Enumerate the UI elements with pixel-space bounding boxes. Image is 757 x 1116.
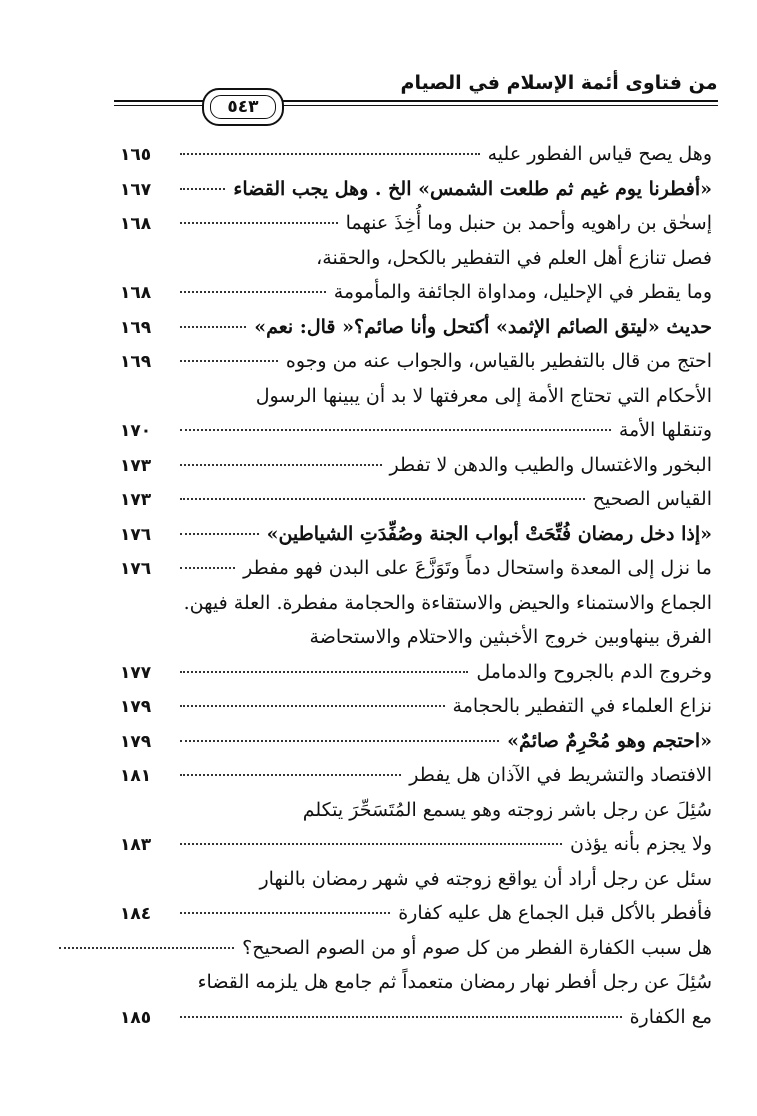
- entry-page: ١٧٣: [120, 490, 152, 510]
- leader-dots: [180, 464, 382, 466]
- entry-page: ١٦٥: [120, 145, 152, 165]
- entry-title: ولا يجزم بأنه يؤذن: [570, 833, 712, 855]
- toc-entry: [120, 758, 712, 793]
- toc-entry: [120, 448, 712, 483]
- toc-entry: [120, 827, 712, 862]
- leader-dots: [180, 533, 259, 535]
- entry-title: إسحٰق بن راهويه وأحمد بن حنبل وما أُخِذَ عنهما: [345, 212, 712, 234]
- entry-title: نزاع العلماء في التفطير بالحجامة: [452, 695, 712, 717]
- toc-entry: [120, 275, 712, 310]
- toc-entry: [120, 655, 712, 690]
- entry-page: ١٦٨: [120, 283, 152, 303]
- leader-dots: [180, 429, 611, 431]
- entry-title: «احتجم وهو مُحْرِمٌ صائمٌ»: [507, 729, 712, 752]
- entry-title: احتج من قال بالتفطير بالقياس، والجواب عنه من وجوه: [285, 350, 712, 372]
- toc-entry: [120, 413, 712, 448]
- entry-page: ١٨٣: [120, 835, 152, 855]
- toc-entry: [120, 517, 712, 552]
- leader-dots: [180, 740, 499, 742]
- leader-dots: [180, 705, 445, 707]
- toc-entry: [120, 551, 712, 586]
- toc-entry: [120, 586, 712, 621]
- entry-title: «إذا دخل رمضان فُتِّحَتْ أبواب الجنة وصُفِّدَتِ الشياطين»: [266, 522, 712, 545]
- toc-entry: [120, 379, 712, 414]
- entry-title: مع الكفارة: [629, 1005, 712, 1028]
- leader-dots: [180, 153, 480, 155]
- leader-dots: [180, 843, 562, 845]
- leader-dots: [180, 671, 468, 673]
- toc-entry: [120, 620, 712, 655]
- entry-page: ١٨٤: [120, 904, 152, 924]
- entry-page: ١٧٠: [120, 421, 152, 441]
- toc-entry: [120, 310, 712, 345]
- page-number-badge: [202, 88, 284, 126]
- leader-dots: [180, 498, 585, 500]
- entry-title: هل سبب الكفارة الفطر من كل صوم أو من الصوم الصحيح؟: [242, 936, 712, 959]
- entry-page: ١٦٧: [120, 179, 152, 200]
- leader-dots: [180, 188, 225, 190]
- entry-title: البخور والاغتسال والطيب والدهن لا تفطر: [389, 453, 712, 476]
- leader-dots: [180, 1016, 622, 1018]
- entry-title: وهل يصح قياس الفطور عليه: [487, 143, 712, 165]
- table-of-contents: [120, 137, 712, 1034]
- entry-title: سُئِلَ عن رجل باشر زوجته وهو يسمع المُتَسَحِّرَ يتكلم: [302, 798, 712, 821]
- entry-title: فأفطر بالأكل قبل الجماع هل عليه كفارة: [398, 902, 712, 924]
- leader-dots: [180, 774, 401, 776]
- leader-dots: [59, 947, 234, 949]
- entry-page: ١٧٩: [120, 697, 152, 717]
- entry-title: حديث «ليتق الصائم الإثمد» أكتحل وأنا صائم؟« قال: نعم»: [254, 315, 712, 338]
- entry-title: الفرق بينهاوبين خروج الأخبثين والاحتلام والاستحاضة: [309, 626, 712, 648]
- leader-dots: [180, 912, 390, 914]
- toc-entry: [120, 862, 712, 897]
- entry-title: فصل تنازع أهل العلم في التفطير بالكحل، والحقنة،: [316, 246, 712, 269]
- toc-entry: [120, 689, 712, 724]
- entry-title: وما يقطر في الإحليل، ومداواة الجائفة والمأمومة: [333, 281, 712, 303]
- toc-entry: [120, 344, 712, 379]
- entry-page: ١٦٩: [120, 317, 152, 338]
- leader-dots: [180, 360, 278, 362]
- toc-entry: [120, 793, 712, 828]
- entry-page: ١٦٩: [120, 352, 152, 372]
- leader-dots: [180, 326, 246, 328]
- leader-dots: [180, 567, 235, 569]
- toc-entry: [120, 931, 712, 966]
- toc-entry: [120, 896, 712, 931]
- entry-page: ١٧٩: [120, 731, 152, 752]
- toc-entry: [120, 1000, 712, 1035]
- toc-entry: [120, 206, 712, 241]
- entry-title: الأحكام التي تحتاج الأمة إلى معرفتها لا بد أن يبينها الرسول: [255, 384, 712, 407]
- entry-page: ١٨١: [120, 766, 152, 786]
- entry-title: سُئِلَ عن رجل أفطر نهار رمضان متعمداً ثم جامع هل يلزمه القضاء: [197, 971, 712, 993]
- toc-entry: [120, 172, 712, 207]
- entry-title: وخروج الدم بالجروح والدمامل: [476, 660, 712, 683]
- running-header-title: من فتاوى أئمة الإسلام في الصيام: [400, 72, 718, 94]
- entry-title: الافتصاد والتشريط في الآذان هل يفطر: [409, 764, 712, 786]
- leader-dots: [180, 291, 326, 293]
- entry-title: ما نزل إلى المعدة واستحال دماً وتَوَزَّعَ على البدن فهو مفطر: [243, 557, 712, 579]
- entry-title: سئل عن رجل أراد أن يواقع زوجته في شهر رمضان بالنهار: [259, 867, 712, 890]
- page-number: ٥٤٣: [210, 95, 276, 119]
- entry-title: «أفطرنا يوم غيم ثم طلعت الشمس» الخ . وهل يجب القضاء: [233, 177, 712, 200]
- entry-title: القياس الصحيح: [592, 488, 712, 510]
- toc-entry: [120, 137, 712, 172]
- entry-page: ١٧٣: [120, 455, 152, 476]
- toc-entry: [120, 241, 712, 276]
- entry-page: ١٦٨: [120, 214, 152, 234]
- entry-title: وتنقلها الأمة: [618, 419, 712, 441]
- entry-title: الجماع والاستمناء والحيض والاستقاءة والحجامة مفطرة. العلة فيهن.: [183, 591, 712, 614]
- entry-page: ١٧٦: [120, 559, 152, 579]
- entry-page: ١٧٧: [120, 662, 152, 683]
- toc-entry: [120, 482, 712, 517]
- toc-entry: [120, 965, 712, 1000]
- leader-dots: [180, 222, 338, 224]
- toc-entry: [120, 724, 712, 759]
- entry-page: ١٨٥: [120, 1007, 152, 1028]
- entry-page: ١٧٦: [120, 524, 152, 545]
